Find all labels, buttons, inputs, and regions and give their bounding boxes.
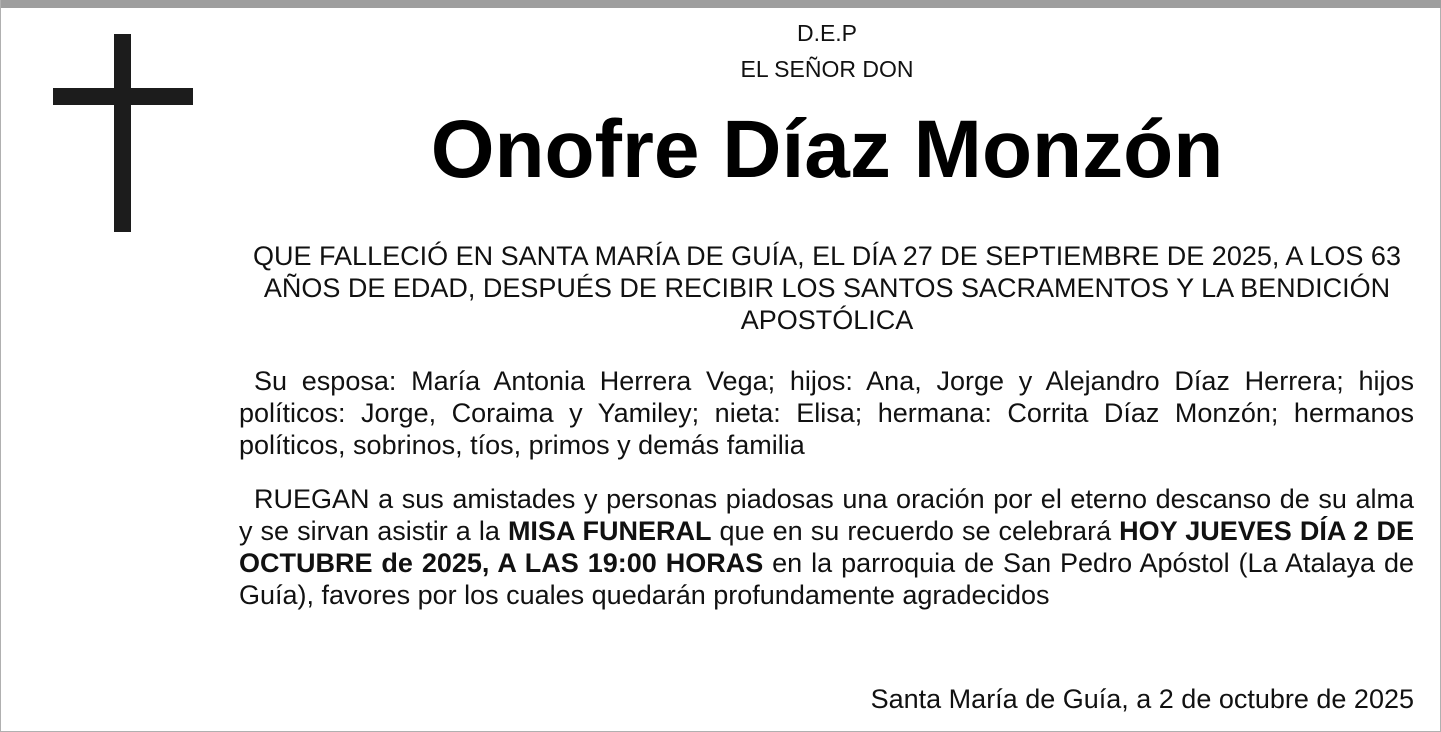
top-border-bar xyxy=(1,0,1441,8)
prayer-text-2: que en su recuerdo se celebrará xyxy=(711,516,1120,546)
deceased-name: Onofre Díaz Monzón xyxy=(430,104,1224,195)
dep-heading: D.E.P xyxy=(796,20,858,46)
honorific-heading: EL SEÑOR DON xyxy=(740,56,914,82)
family-paragraph xyxy=(239,365,1414,461)
cross-horizontal-beam xyxy=(53,88,193,105)
prayer-text-1: RUEGAN a sus amistades y personas piadosas una oración por el eterno descanso de su alma y se sirvan asistir a la xyxy=(239,484,1414,546)
cross-vertical-beam xyxy=(114,34,131,232)
prayer-text-3: en la parroquia de San Pedro Apóstol (La Atalaya de Guía), favores por los cuales quedarán profundamente agradecidos xyxy=(239,548,1415,610)
family-text: Su esposa: María Antonia Herrera Vega; hijos: Ana, Jorge y Alejandro Díaz Herrera; hijos políticos: Jorge, Coraima y Yamiley; nieta: Elisa; hermana: Corrita Díaz Monzón; hermanos políticos, sobrinos, tíos, primos y demás familia xyxy=(239,366,1414,460)
prayer-mass-label: MISA FUNERAL xyxy=(507,516,712,546)
place-date-line: Santa María de Guía, a 2 de octubre de 2025 xyxy=(870,684,1414,714)
prayer-paragraph xyxy=(239,483,1414,611)
prayer-mass-datetime: HOY JUEVES DÍA 2 DE OCTUBRE de 2025, A LAS 19:00 HORAS xyxy=(239,516,1414,578)
death-notice-text: QUE FALLECIÓ EN SANTA MARÍA DE GUÍA, EL DÍA 27 DE SEPTIEMBRE DE 2025, A LOS 63 AÑOS DE EDAD, DESPUÉS DE RECIBIR LOS SANTOS SACRAMENTOS Y LA BENDICIÓN APOSTÓLICA xyxy=(253,241,1401,335)
